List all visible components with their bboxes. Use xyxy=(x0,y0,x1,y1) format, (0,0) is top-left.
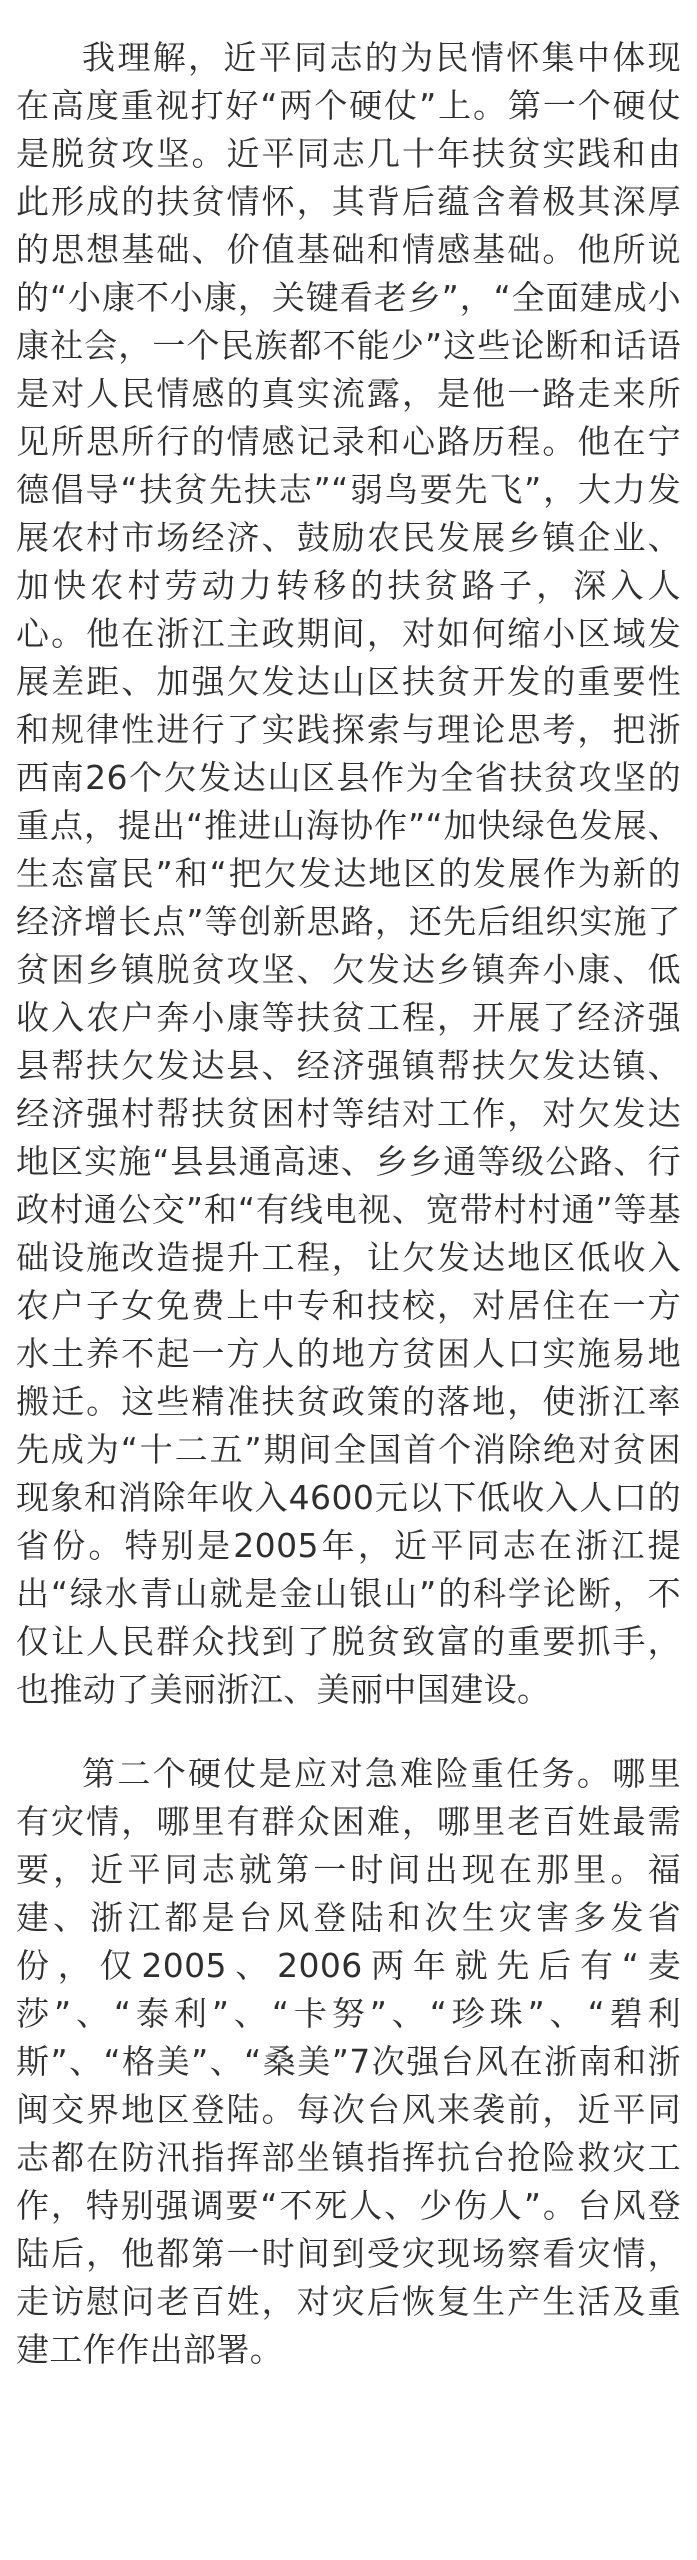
article-paragraph-2: 第二个硬仗是应对急难险重任务。哪里有灾情，哪里有群众困难，哪里老百姓最需要，近平同志就第一时间出现在那里。福建、浙江都是台风登陆和次生灾害多发省份，仅2005、2006两年就先后有“麦莎”、“泰利”、“卡努”、“珍珠”、“碧利斯”、“格美”、“桑美”7次强台风在浙南和浙闽交界地区登陆。每次台风来袭前，近平同志都在防汛指挥部坐镇指挥抗台抢险救灾工作，特别强调要“不死人、少伤人”。台风登陆后，他都第一时间到受灾现场察看灾情，走访慰问老百姓，对灾后恢复生产生活及重建工作作出部署。 xyxy=(16,1754,681,2369)
article-paragraph-1: 我理解，近平同志的为民情怀集中体现在高度重视打好“两个硬仗”上。第一个硬仗是脱贫攻坚。近平同志几十年扶贫实践和由此形成的扶贫情怀，其背后蕴含着极其深厚的思想基础、价值基础和情感基础。他所说的“小康不小康，关键看老乡”，“全面建成小康社会，一个民族都不能少”这些论断和话语是对人民情感的真实流露，是他一路走来所见所思所行的情感记录和心路历程。他在宁德倡导“扶贫先扶志”“弱鸟要先飞”，大力发展农村市场经济、鼓励农民发展乡镇企业、加快农村劳动力转移的扶贫路子，深入人心。他在浙江主政期间，对如何缩小区域发展差距、加强欠发达山区扶贫开发的重要性和规律性进行了实践探索与理论思考，把浙西南26个欠发达山区县作为全省扶贫攻坚的重点，提出“推进山海协作”“加快绿色发展、生态富民”和“把欠发达地区的发展作为新的经济增长点”等创新思路，还先后组织实施了贫困乡镇脱贫攻坚、欠发达乡镇奔小康、低收入农户奔小康等扶贫工程，开展了经济强县帮扶欠发达县、经济强镇帮扶欠发达镇、经济强村帮扶贫困村等结对工作，对欠发达地区实施“县县通高速、乡乡通等级公路、行政村通公交”和“有线电视、宽带村村通”等基础设施改造提升工程，让欠发达地区低收入农户子女免费上中专和技校，对居住在一方水土养不起一方人的地方贫困人口实施易地搬迁。这些精准扶贫政策的落地，使浙江率先成为“十二五”期间全国首个消除绝对贫困现象和消除年收入4600元以下低收入人口的省份。特别是2005年，近平同志在浙江提出“绿水青山就是金山银山”的科学论断，不仅让人民群众找到了脱贫致富的重要抓手，也推动了美丽浙江、美丽中国建设。 xyxy=(16,38,681,1709)
